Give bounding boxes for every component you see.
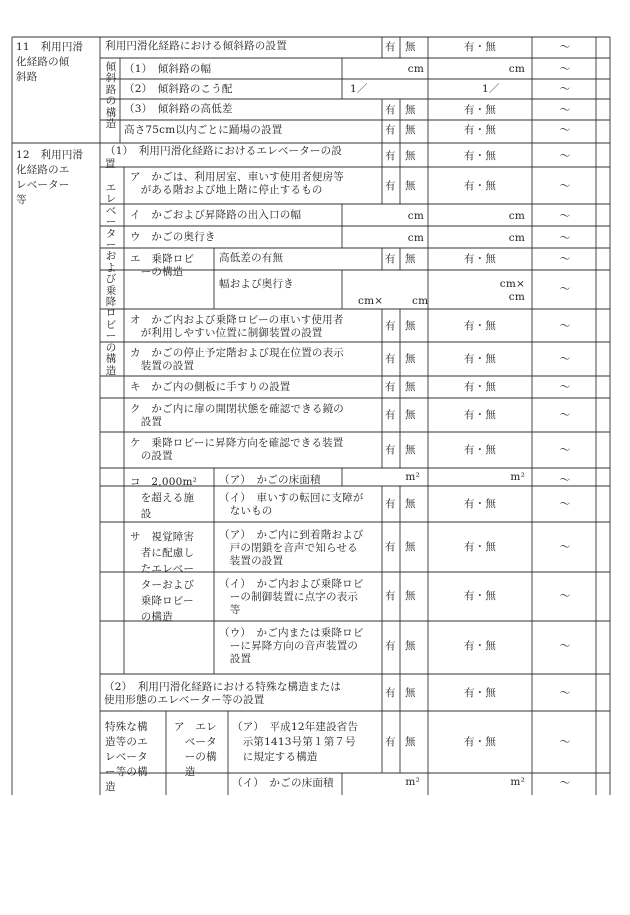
elevator-ki-yes: 有 (385, 381, 396, 393)
elevator-ka-label: カ かごの停止予定階および現在位置の表示 装置の設置 (130, 347, 344, 372)
elevator-q2-yes: 有 (385, 687, 396, 699)
elevator-ko-label: コ 2,000m² を超える施 設 (130, 476, 198, 520)
special-elevator-a1-label: （ア） 平成12年建設省告 示第1413号第１第７号 に規定する構造 (232, 721, 359, 763)
slope-height-diff-tilde: 〜 (559, 104, 571, 116)
elevator-sa3-yes: 有 (385, 640, 396, 652)
elevator-a-yes: 有 (385, 180, 396, 192)
elevator-a-no: 無 (405, 180, 416, 192)
slope-setting-yes: 有 (385, 41, 396, 53)
elevator-ko2-yesno: 有・無 (463, 498, 497, 510)
special-a1-no: 無 (405, 736, 416, 748)
elevator-sa3-label: （ウ） かご内または乗降ロビ ーに昇降方向の音声装置の 設置 (219, 627, 364, 665)
elevator-ke-no: 無 (405, 444, 416, 456)
elevator-sa1-yes: 有 (385, 541, 396, 553)
elevator-i-label: イ かごおよび昇降路の出入口の幅 (130, 209, 302, 221)
elevator-q1-yes: 有 (385, 150, 396, 162)
elevator-q1-no: 無 (405, 150, 416, 162)
elevator-sa3-yesno: 有・無 (463, 640, 497, 652)
elevator-sa-label: サ 視覚障害 者に配慮し たエレベー ターおよび 乗降ロビー の構造 (130, 531, 195, 623)
slope-height-diff-label: （3） 傾斜路の高低差 (124, 103, 233, 115)
special-a1-yesno: 有・無 (463, 736, 497, 748)
elevator-sa3-tilde: 〜 (559, 640, 571, 652)
elevator-ka-no: 無 (405, 353, 416, 365)
elevator-ku-no: 無 (405, 409, 416, 421)
elevator-ki-yesno: 有・無 (463, 381, 497, 393)
elevator-e1-label: 高低差の有無 (219, 252, 284, 264)
special-a1-yes: 有 (385, 736, 396, 748)
elevator-ko2-no: 無 (405, 498, 416, 510)
special-a2-unit2: m² (510, 776, 525, 788)
item-12-heading: 12 利用円滑 化経路のエ レベーター 等 (16, 149, 84, 206)
elevator-sa3-no: 無 (405, 640, 416, 652)
elevator-ko2-label: （イ） 車いすの転回に支障が ないもの (219, 492, 364, 517)
elevator-ko2-tilde: 〜 (559, 498, 571, 510)
slope-setting-label: 利用円滑化経路における傾斜路の設置 (105, 40, 287, 52)
slope-gradient-label: （2） 傾斜路のこう配 (124, 83, 233, 95)
elevator-o-yesno: 有・無 (463, 320, 497, 332)
special-elevator-a-label: ア エレ ベータ ーの構 造 (174, 721, 217, 778)
elevator-i-tilde: 〜 (559, 210, 571, 222)
elevator-ke-tilde: 〜 (559, 444, 571, 456)
elevator-e2-label: 幅および奥行き (219, 278, 294, 290)
elevator-ki-no: 無 (405, 381, 416, 393)
elevator-a-label: ア かごは、利用居室、車いす使用者便房等 がある階および地上階に停止するもの (130, 171, 344, 196)
elevator-ku-yes: 有 (385, 409, 396, 421)
elevator-ko1-unit2: m² (510, 471, 525, 483)
elevator-e2-tilde: 〜 (559, 283, 571, 295)
elevator-sa1-tilde: 〜 (559, 541, 571, 553)
slope-landing-tilde: 〜 (559, 124, 571, 136)
elevator-structure-group-label: エ レ ベ ー タ ー お よ び 乗 降 ロ ビ ー の 構 造 (105, 182, 117, 377)
elevator-ka-yes: 有 (385, 353, 396, 365)
slope-height-diff-yesno: 有・無 (463, 104, 497, 116)
elevator-ke-label: ケ 乗降ロビーに昇降方向を確認できる装置 の設置 (130, 437, 344, 462)
elevator-o-yes: 有 (385, 320, 396, 332)
elevator-sa1-no: 無 (405, 541, 416, 553)
slope-height-diff-yes: 有 (385, 104, 396, 116)
slope-setting-no: 無 (405, 41, 416, 53)
slope-width-unit: cm (407, 63, 424, 75)
elevator-e1-tilde: 〜 (559, 253, 571, 265)
slope-structure-group-label: 傾 斜 路 の 構 造 (105, 61, 117, 131)
elevator-sa1-label: （ア） かご内に到着階および 戸の閉鎖を音声で知らせる 装置の設置 (219, 529, 364, 567)
elevator-e1-yesno: 有・無 (463, 253, 497, 265)
item-11-heading: 11 利用円滑 化経路の傾 斜路 (16, 41, 84, 83)
slope-setting-tilde: 〜 (559, 41, 571, 53)
special-structure-label: 特殊な構 造等のエ レベータ ー等の構 造 (105, 721, 148, 793)
elevator-o-label: オ かご内および乗降ロビーの車いす使用者 が利用しやすい位置に制御装置の設置 (130, 314, 344, 339)
elevator-u-unit2: cm (508, 232, 525, 244)
slope-setting-yesno: 有・無 (463, 41, 497, 53)
elevator-e1-no: 無 (405, 253, 416, 265)
elevator-i-unit2: cm (508, 210, 525, 222)
elevator-e2-depth: cm (412, 295, 429, 307)
elevator-q2-yesno: 有・無 (463, 687, 497, 699)
elevator-ke-yes: 有 (385, 444, 396, 456)
elevator-q2-no: 無 (405, 687, 416, 699)
elevator-ku-label: ク かご内に扉の開閉状態を確認できる鏡の 設置 (130, 403, 344, 428)
elevator-a-tilde: 〜 (559, 180, 571, 192)
elevator-o-no: 無 (405, 320, 416, 332)
elevator-ka-tilde: 〜 (559, 353, 571, 365)
elevator-i-unit: cm (407, 210, 424, 222)
elevator-a-yesno: 有・無 (463, 180, 497, 192)
elevator-e-label: エ 乗降ロビ ーの構造 (130, 253, 195, 278)
elevator-ko1-label: （ア） かごの床面積 (219, 474, 321, 486)
slope-gradient-ratio2: 1／ (482, 83, 500, 95)
elevator-sa1-yesno: 有・無 (463, 541, 497, 553)
slope-width-unit2: cm (508, 63, 525, 75)
elevator-q1-tilde: 〜 (559, 150, 571, 162)
elevator-e2-unit2: cm× cm (499, 278, 525, 303)
slope-width-label: （1） 傾斜路の幅 (124, 63, 212, 75)
elevator-ke-yesno: 有・無 (463, 444, 497, 456)
elevator-ko1-tilde: 〜 (559, 474, 571, 486)
elevator-sa2-no: 無 (405, 590, 416, 602)
elevator-sa2-label: （イ） かご内および乗降ロビ ーの制御装置に点字の表示 等 (219, 578, 364, 616)
slope-gradient-ratio: 1／ (350, 83, 368, 95)
elevator-q1-yesno: 有・無 (463, 150, 497, 162)
slope-width-tilde: 〜 (559, 63, 571, 75)
elevator-ko2-yes: 有 (385, 498, 396, 510)
slope-landing-label: 高さ75cm以内ごとに踊場の設置 (124, 124, 283, 136)
elevator-e2-width: cm× (358, 295, 384, 307)
slope-landing-no: 無 (405, 124, 416, 136)
special-a2-tilde: 〜 (559, 777, 571, 789)
elevator-q2-tilde: 〜 (559, 687, 571, 699)
elevator-ko1-unit: m² (405, 471, 420, 483)
elevator-sa2-yes: 有 (385, 590, 396, 602)
elevator-e1-yes: 有 (385, 253, 396, 265)
special-a1-tilde: 〜 (559, 736, 571, 748)
special-a2-unit: m² (405, 776, 420, 788)
elevator-u-tilde: 〜 (559, 232, 571, 244)
elevator-q1-label: （1） 利用円滑化経路におけるエレベーターの設 置 (105, 145, 343, 170)
elevator-ku-yesno: 有・無 (463, 409, 497, 421)
elevator-sa2-yesno: 有・無 (463, 590, 497, 602)
slope-height-diff-no: 無 (405, 104, 416, 116)
elevator-ki-label: キ かご内の側板に手すりの設置 (130, 381, 291, 393)
slope-gradient-tilde: 〜 (559, 83, 571, 95)
elevator-ku-tilde: 〜 (559, 409, 571, 421)
elevator-o-tilde: 〜 (559, 320, 571, 332)
elevator-ka-yesno: 有・無 (463, 353, 497, 365)
special-elevator-a2-label: （イ） かごの床面積 (232, 777, 334, 789)
elevator-ki-tilde: 〜 (559, 381, 571, 393)
slope-landing-yesno: 有・無 (463, 124, 497, 136)
elevator-q2-label: （2） 利用円滑化経路における特殊な構造または 使用形態のエレベーター等の設置 (104, 681, 342, 706)
elevator-sa2-tilde: 〜 (559, 590, 571, 602)
slope-landing-yes: 有 (385, 124, 396, 136)
elevator-u-unit: cm (407, 232, 424, 244)
elevator-u-label: ウ かごの奥行き (130, 231, 216, 243)
